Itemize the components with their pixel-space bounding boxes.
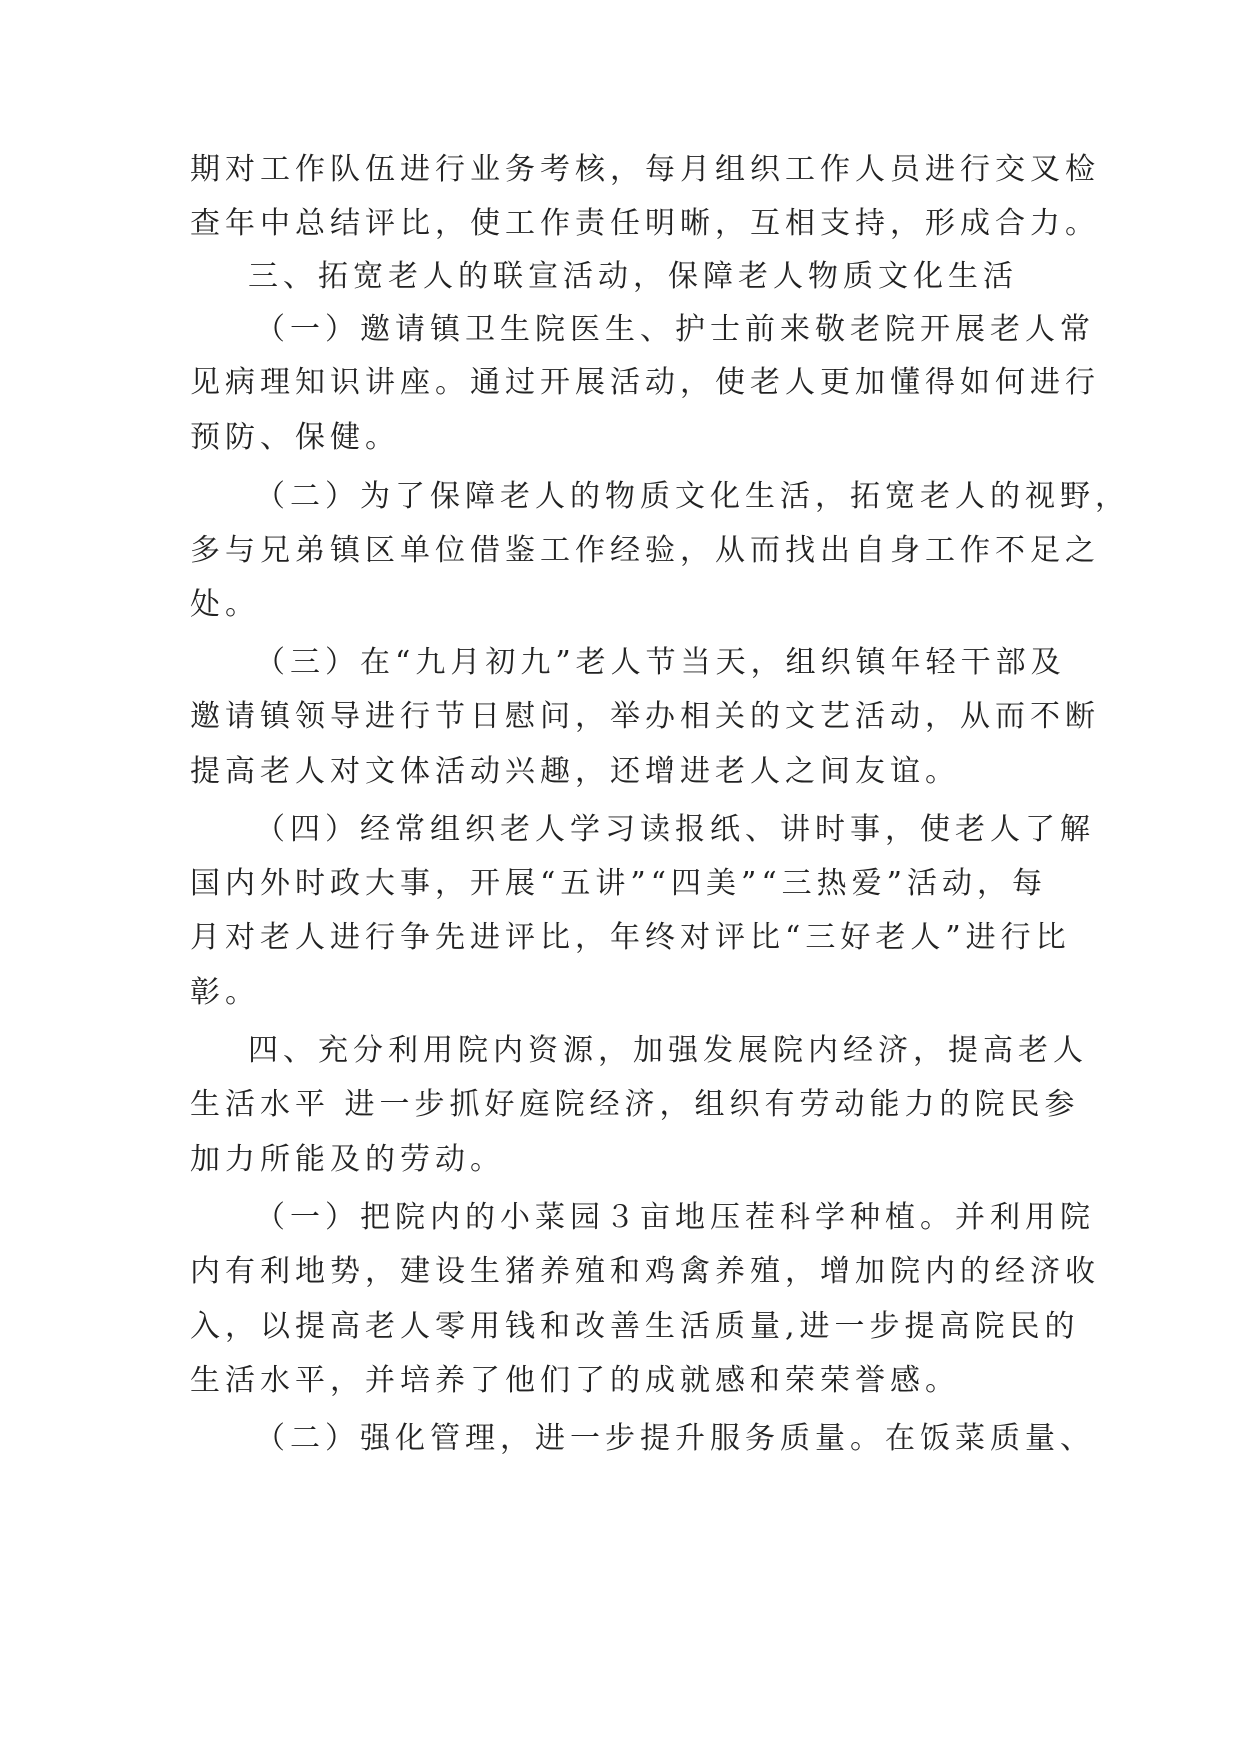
text-line: （一）把院内的小菜园３亩地压茬科学种植。并利用院 bbox=[255, 1200, 1095, 1235]
text-line: 国内外时政大事，开展“五讲”“四美”“三热爱”活动，每 bbox=[190, 866, 1048, 901]
text-line: 彰。 bbox=[190, 975, 260, 1010]
text-line: （一）邀请镇卫生院医生、护士前来敬老院开展老人常 bbox=[255, 312, 1095, 347]
section-heading: 三、拓宽老人的联宣活动，保障老人物质文化生活 bbox=[248, 259, 1018, 294]
text-line: 月对老人进行争先进评比，年终对评比“三好老人”进行比 bbox=[190, 920, 1071, 955]
text-line: 多与兄弟镇区单位借鉴工作经验，从而找出自身工作不足之 bbox=[190, 533, 1100, 568]
text-line: 查年中总结评比，使工作责任明晰，互相支持，形成合力。 bbox=[190, 206, 1100, 241]
text-line: （四）经常组织老人学习读报纸、讲时事，使老人了解 bbox=[255, 812, 1095, 847]
text-line: 期对工作队伍进行业务考核，每月组织工作人员进行交叉检 bbox=[190, 152, 1100, 187]
text-line: 见病理知识讲座。通过开展活动，使老人更加懂得如何进行 bbox=[190, 365, 1100, 400]
text-line: 生活水平 进一步抓好庭院经济，组织有劳动能力的院民参 bbox=[190, 1087, 1080, 1122]
text-line: 邀请镇领导进行节日慰问，举办相关的文艺活动，从而不断 bbox=[190, 699, 1100, 734]
text-line: （二）为了保障老人的物质文化生活，拓宽老人的视野， bbox=[255, 479, 1130, 514]
text-line: 提高老人对文体活动兴趣，还增进老人之间友谊。 bbox=[190, 754, 960, 789]
text-line: 入，以提高老人零用钱和改善生活质量,进一步提高院民的 bbox=[190, 1309, 1080, 1344]
text-line: 预防、保健。 bbox=[190, 420, 400, 455]
text-line: （三）在“九月初九”老人节当天，组织镇年轻干部及 bbox=[255, 645, 1066, 680]
text-line: 加力所能及的劳动。 bbox=[190, 1142, 505, 1177]
text-line: 处。 bbox=[190, 587, 260, 622]
text-line: 内有利地势，建设生猪养殖和鸡禽养殖，增加院内的经济收 bbox=[190, 1254, 1100, 1289]
text-line: 生活水平，并培养了他们了的成就感和荣荣誉感。 bbox=[190, 1363, 960, 1398]
section-heading: 四、充分利用院内资源，加强发展院内经济，提高老人 bbox=[248, 1033, 1088, 1068]
text-line: （二）强化管理，进一步提升服务质量。在饭菜质量、 bbox=[255, 1421, 1095, 1456]
